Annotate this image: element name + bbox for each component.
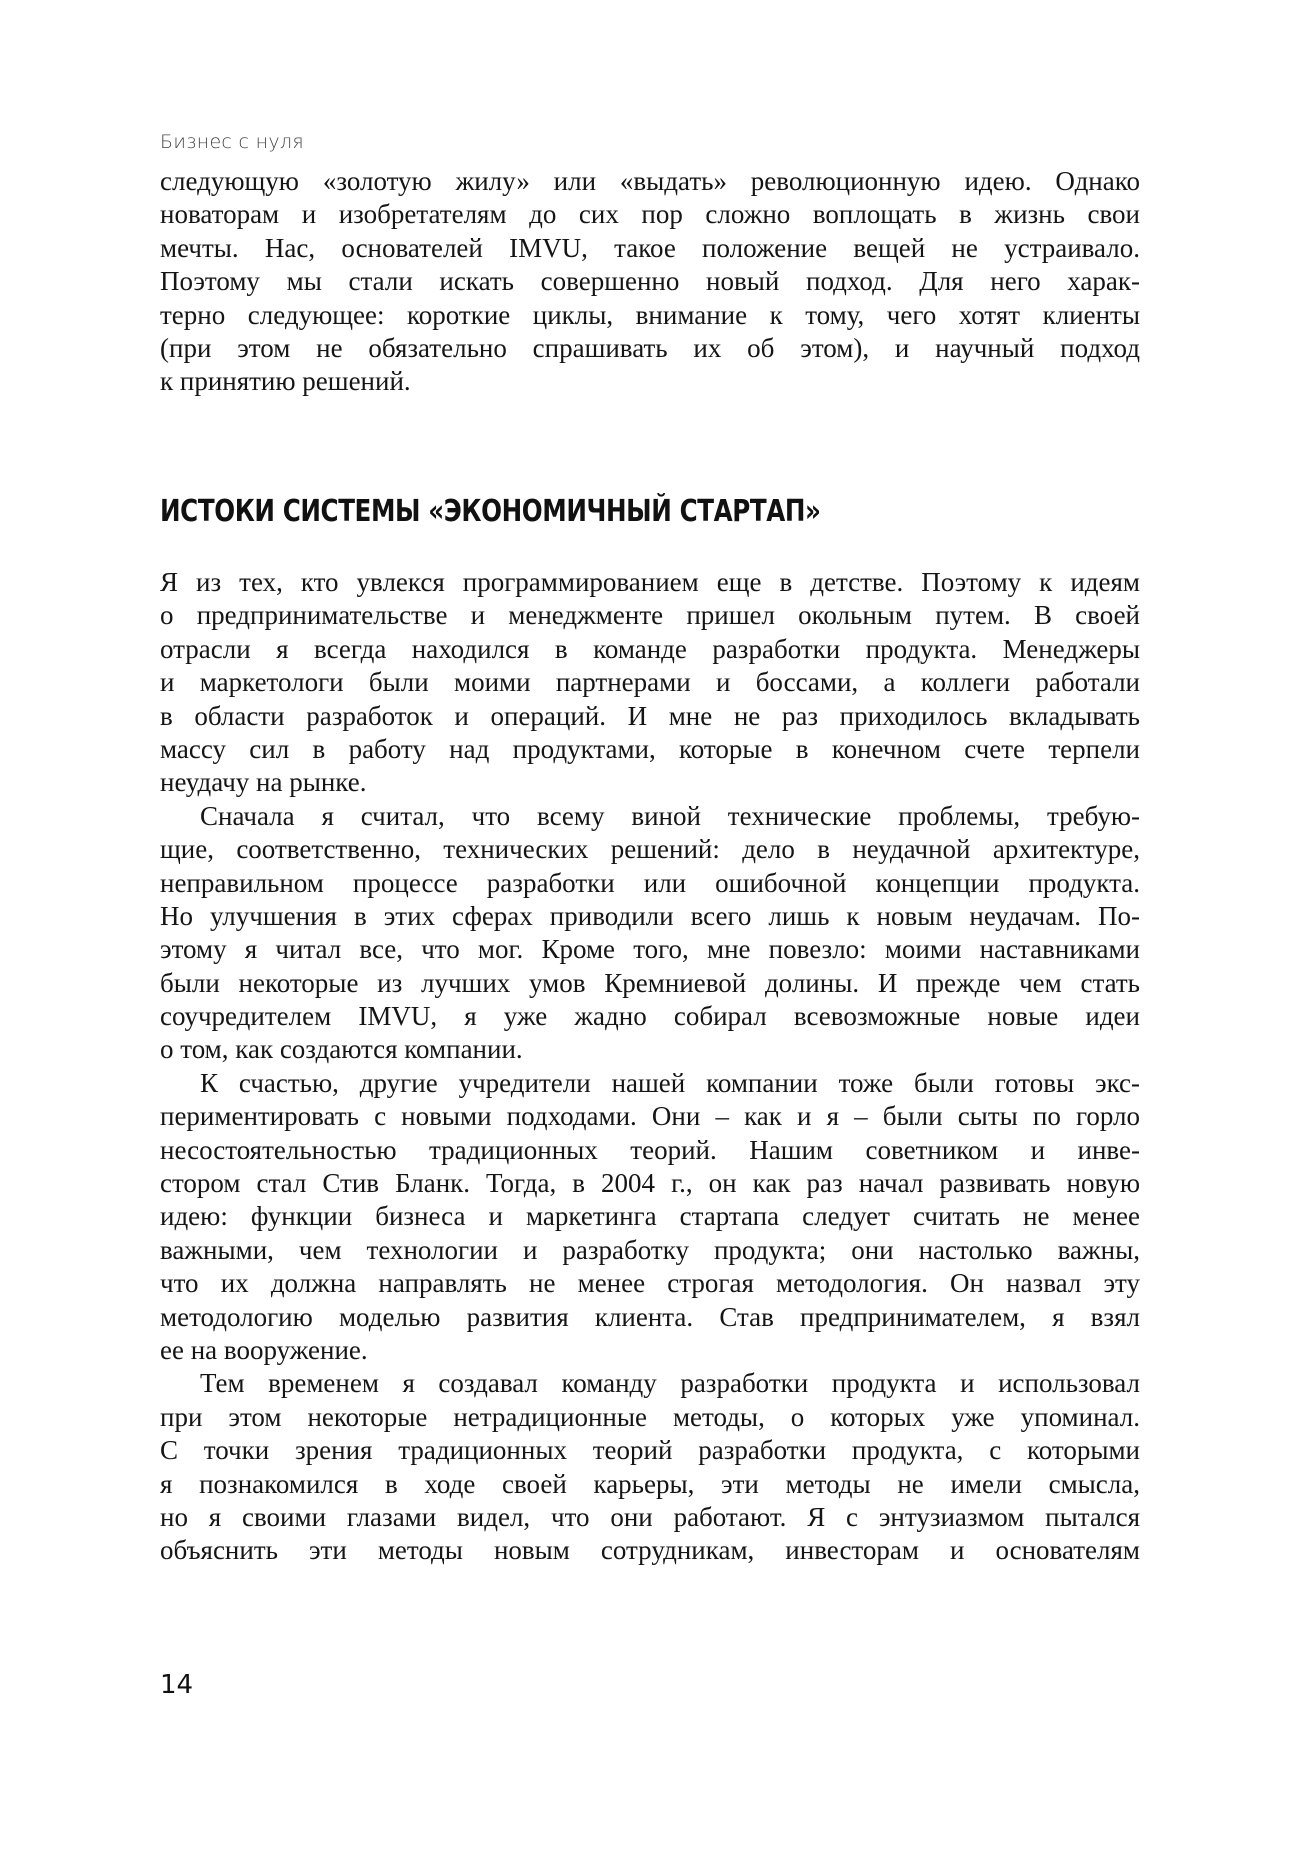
- section-heading: ИСТОКИ СИСТЕМЫ «ЭКОНОМИЧНЫЙ СТАРТАП»: [160, 494, 821, 529]
- text-line: и маркетологи были моими партнерами и боссами, а коллеги работали: [160, 667, 1140, 698]
- text-line: я познакомился в ходе своей карьеры, эти методы не имели смысла,: [160, 1468, 1140, 1499]
- text-line: следующую «золотую жилу» или «выдать» революционную идею. Однако: [160, 166, 1140, 196]
- text-line: о том, как создаются компании.: [160, 1034, 523, 1065]
- running-head: Бизнес с нуля: [160, 131, 304, 153]
- text-line: мечты. Нас, основателей IMVU, такое положение вещей не устраивало.: [160, 232, 1140, 263]
- text-line: этому я читал все, что мог. Кроме того, мне повезло: моими наставниками: [160, 934, 1140, 965]
- text-line: отрасли я всегда находился в команде разработки продукта. Менеджеры: [160, 633, 1140, 664]
- text-line: Тем временем я создавал команду разработки продукта и использовал: [200, 1368, 1140, 1399]
- text-line: Сначала я считал, что всему виной технические проблемы, требую-: [200, 800, 1140, 831]
- text-line: но я своими глазами видел, что они работают. Я с энтузиазмом пытался: [160, 1501, 1140, 1532]
- text-line: Поэтому мы стали искать совершенно новый подход. Для него харак-: [160, 266, 1140, 297]
- page-number: 14: [160, 1670, 194, 1700]
- text-line: идею: функции бизнеса и маркетинга стартапа следует считать не менее: [160, 1201, 1140, 1232]
- text-line: Я из тех, кто увлекся программированием еще в детстве. Поэтому к идеям: [160, 567, 1140, 597]
- text-line: были некоторые из лучших умов Кремниевой долины. И прежде чем стать: [160, 967, 1140, 998]
- text-line: периментировать с новыми подходами. Они – как и я – были сыты по горло: [160, 1101, 1140, 1132]
- text-line: С точки зрения традиционных теорий разработки продукта, с которыми: [160, 1435, 1140, 1466]
- text-line: ее на вооружение.: [160, 1334, 368, 1365]
- text-line: соучредителем IMVU, я уже жадно собирал всевозможные новые идеи: [160, 1001, 1140, 1032]
- text-line: при этом некоторые нетрадиционные методы, о которых уже упоминал.: [160, 1401, 1140, 1432]
- text-line: объяснить эти методы новым сотрудникам, инвесторам и основателям: [160, 1535, 1140, 1566]
- text-line: о предпринимательстве и менеджменте пришел окольным путем. В своей: [160, 600, 1140, 631]
- text-line: важными, чем технологии и разработку продукта; они настолько важны,: [160, 1234, 1140, 1265]
- text-line: несостоятельностью традиционных теорий. Нашим советником и инве-: [160, 1134, 1140, 1165]
- text-line: что их должна направлять не менее строгая методология. Он назвал эту: [160, 1268, 1140, 1299]
- text-line: методологию моделью развития клиента. Став предпринимателем, я взял: [160, 1301, 1140, 1332]
- text-line: К счастью, другие учредители нашей компании тоже были готовы экс-: [200, 1067, 1140, 1098]
- text-line: массу сил в работу над продуктами, которые в конечном счете терпели: [160, 733, 1140, 764]
- text-line: в области разработок и операций. И мне не раз приходилось вкладывать: [160, 700, 1140, 731]
- paragraph-1: [160, 566, 1140, 1568]
- text-line: (при этом не обязательно спрашивать их об этом), и научный подход: [160, 332, 1140, 363]
- text-line: к принятию решений.: [160, 366, 411, 397]
- intro-paragraph: [160, 165, 1140, 399]
- text-line: стором стал Стив Бланк. Тогда, в 2004 г., он как раз начал развивать новую: [160, 1168, 1140, 1199]
- text-line: Но улучшения в этих сферах приводили всего лишь к новым неудачам. По-: [160, 900, 1140, 931]
- text-line: щие, соответственно, технических решений: дело в неудачной архитектуре,: [160, 834, 1140, 865]
- text-line: терно следующее: короткие циклы, внимание к тому, чего хотят клиенты: [160, 299, 1140, 330]
- text-line: новаторам и изобретателям до сих пор сложно воплощать в жизнь свои: [160, 199, 1140, 230]
- text-line: неправильном процессе разработки или ошибочной концепции продукта.: [160, 867, 1140, 898]
- text-line: неудачу на рынке.: [160, 767, 367, 798]
